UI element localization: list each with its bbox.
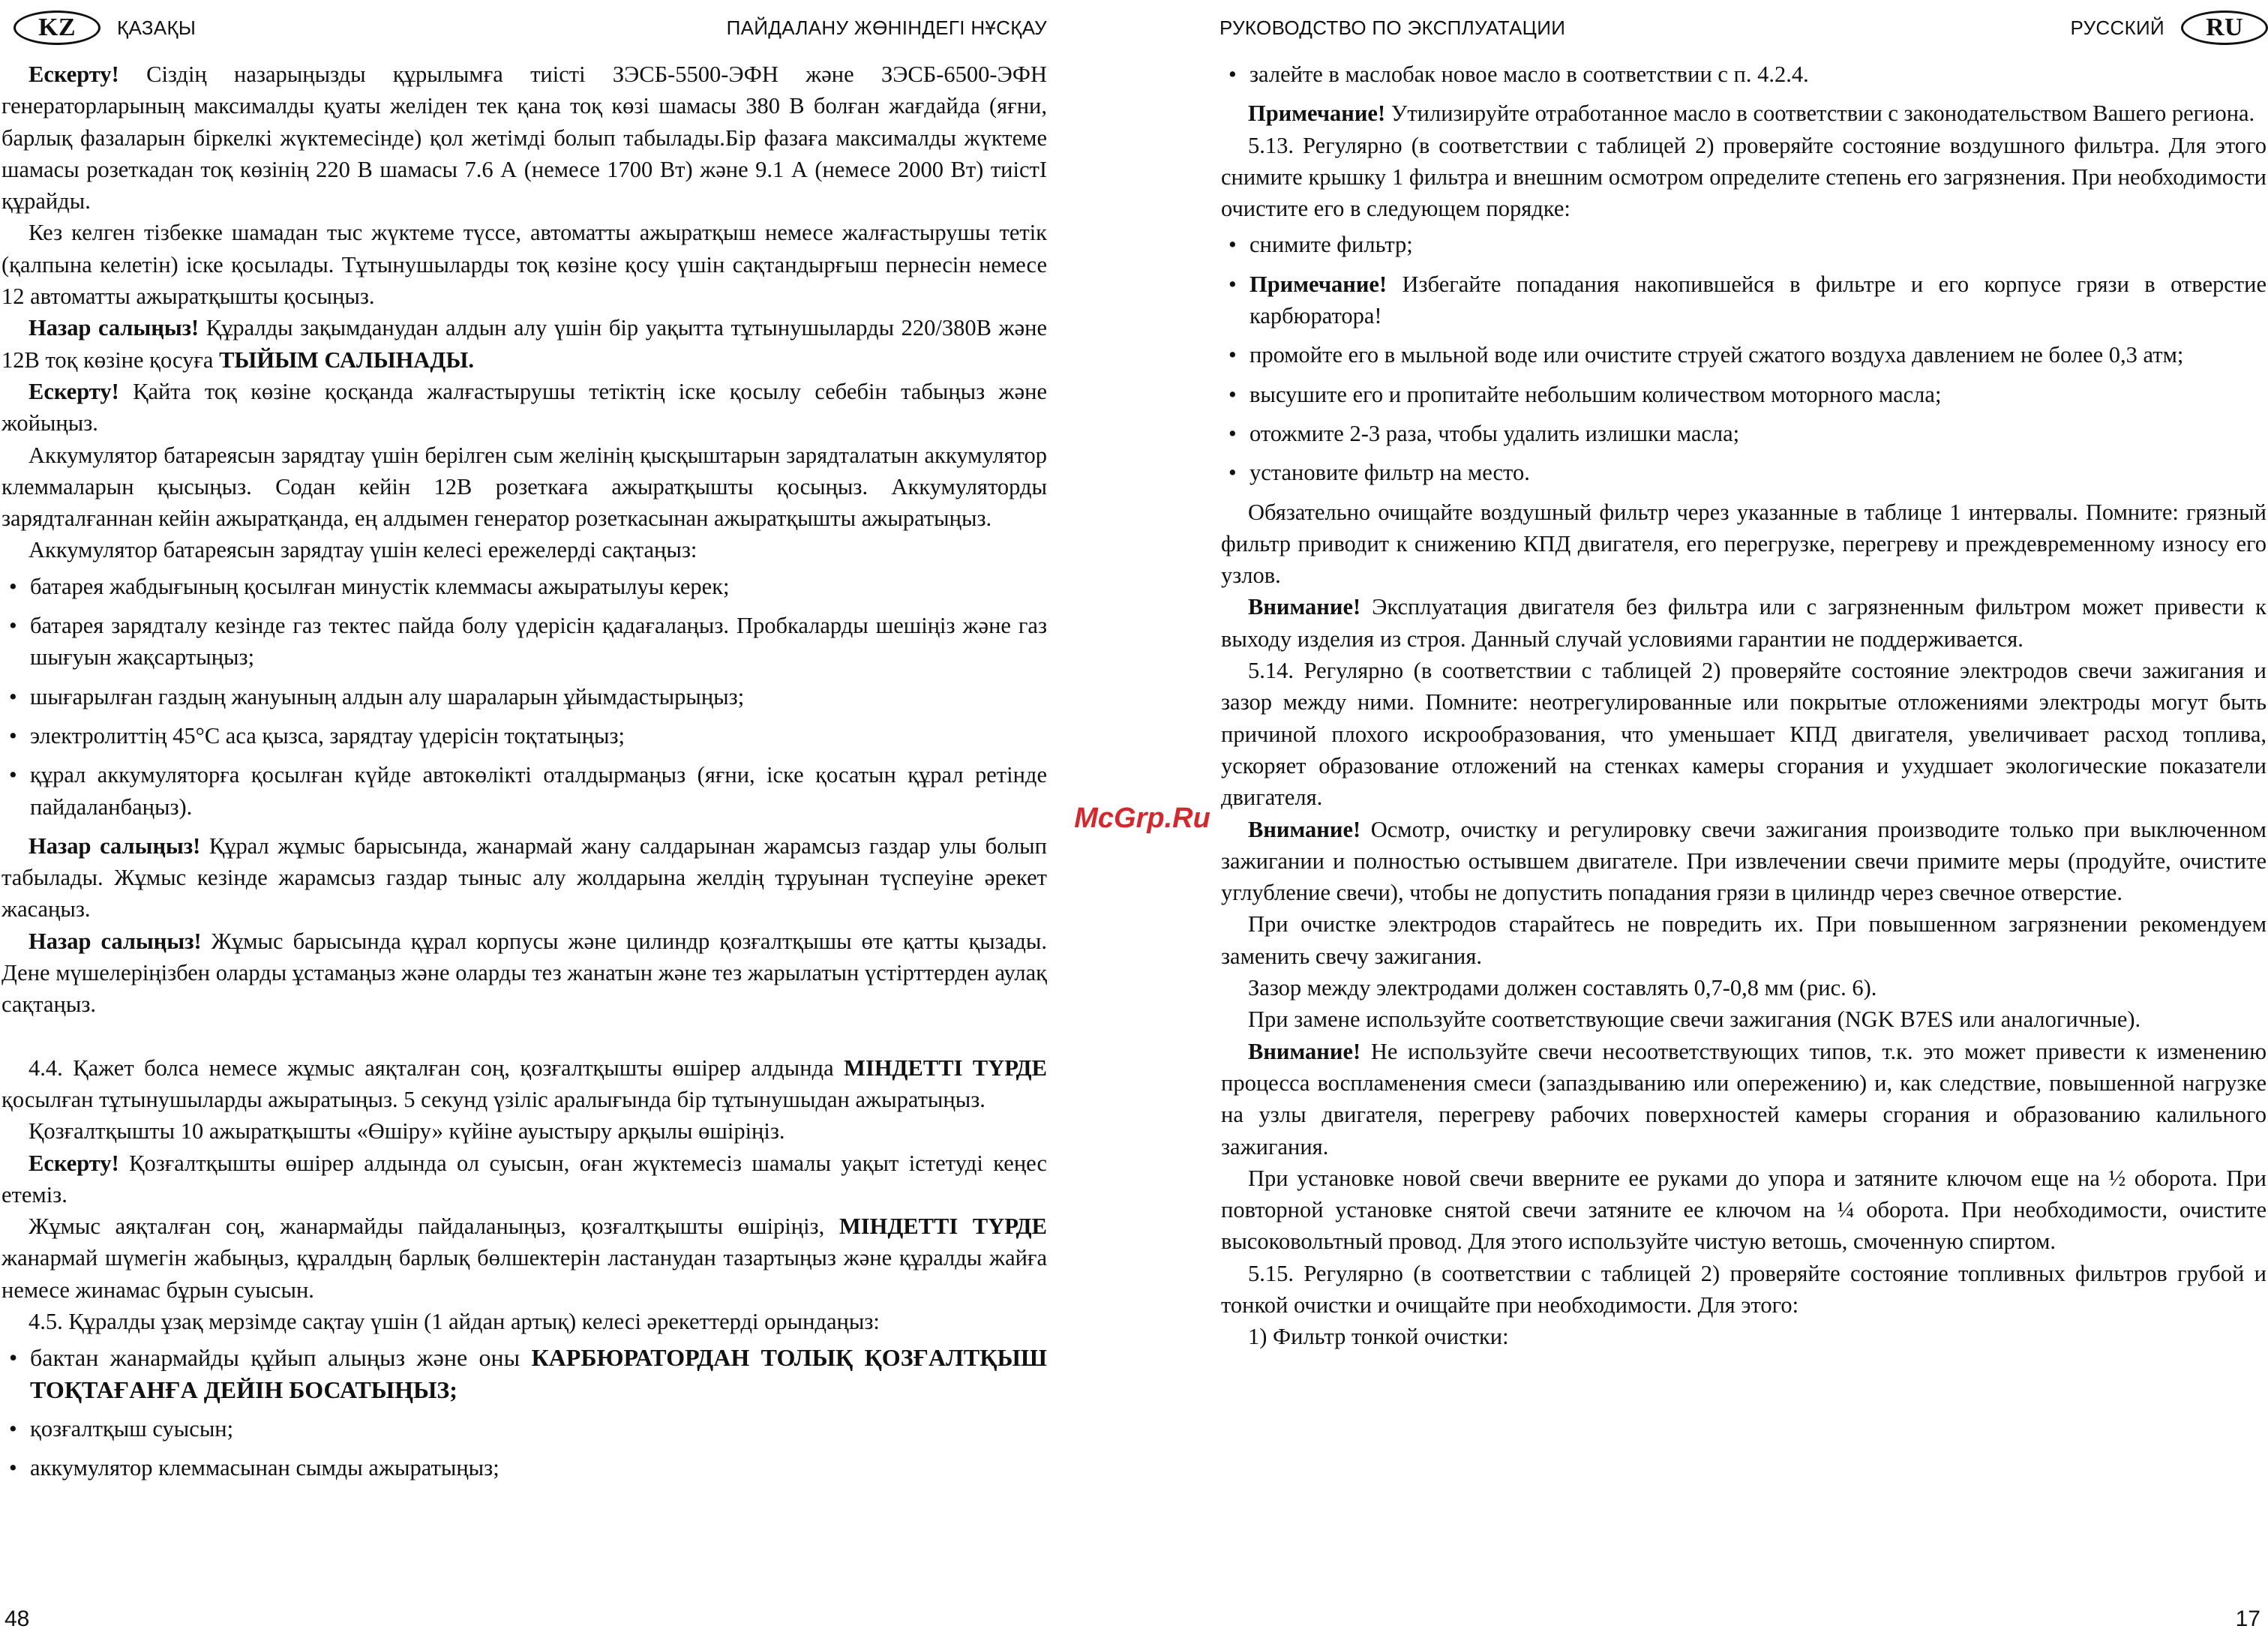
warning-label: Ескерту! [28, 378, 119, 404]
paragraph: 5.15. Регулярно (в соответствии с таблицей 2) проверяйте состояние топливных фильтров грубой и тонкой очистки и очищайте при необходимости. Для этого: [1221, 1260, 2266, 1318]
warning-label: Ескерту! [28, 1150, 119, 1176]
paragraph-text: 4.4. Қажет болса немесе жұмыс аяқталған соң, қозғалтқышты өшірер алдында [28, 1054, 844, 1081]
list-item: • батарея жабдығының қосылған минустік клеммасы ажыратылуы керек; [2, 571, 1047, 602]
warning-label: Назар салыңыз! [28, 928, 202, 954]
paragraph-text: Эксплуатация двигателя без фильтра или с загрязненным фильтром может привести к выходу изделия из строя. Данный случай условиями гарантии не поддерживается. [1221, 594, 2266, 652]
list-item: • шығарылған газдың жануының алдын алу шараларын ұйымдастырыңыз; [2, 681, 1047, 712]
left-page-header [14, 10, 1047, 45]
paragraph: При замене используйте соответствующие свечи зажигания (NGK B7ES или аналогичные). [1248, 1006, 2141, 1033]
paragraph: 4.5. Құралды ұзақ мерзімде сақтау үшін (1 айдан артық) келесі әрекеттерді орындаңыз: [28, 1308, 880, 1334]
paragraph-text: Қозғалтқышты өшірер алдында ол суысын, оған жүктемесіз шамалы уақыт істетуді кеңес етеміз. [2, 1150, 1047, 1208]
manual-title: РУКОВОДСТВО ПО ЭКСПЛУАТАЦИИ [1220, 16, 1566, 39]
paragraph [2, 1148, 1047, 1211]
paragraph: 1) Фильтр тонкой очистки: [1248, 1324, 1509, 1350]
warning-label: Назар салыңыз! [28, 315, 200, 341]
emphasis-text: МІНДЕТТІ ТҮРДЕ [844, 1054, 1047, 1081]
paragraph: Обязательно очищайте воздушный фильтр через указанные в таблице 1 интервалы. Помните: грязный фильтр приводит к снижению КПД двигателя, его перегрузке, перегреву и преждевременному износу его узлов. [1221, 499, 2266, 589]
list-item: • установите фильтр на место. [1221, 457, 2266, 488]
list-item-text: бактан жанармайды құйып алыңыз және оны [30, 1344, 532, 1372]
paragraph: При очистке электродов старайтесь не повредить их. При повышенном загрязнении рекомендуем заменить свечу зажигания. [1221, 911, 2266, 969]
oil-step-list [1221, 58, 2266, 90]
language-label: ҚАЗАҚЫ [117, 16, 196, 39]
warning-label: Внимание! [1248, 816, 1361, 842]
paragraph [2, 1052, 1047, 1116]
emphasis-text: КАРБЮРАТОРДАН ТОЛЫҚ ҚОЗҒАЛТҚЫШ ТОҚТАҒАНҒА ДЕЙІН БОСАТЫҢЫЗ; [30, 1344, 1048, 1403]
paragraph-text: Жұмыс аяқталған соң, жанармайды пайдаланыңыз, қозғалтқышты өшіріңіз, [28, 1214, 839, 1240]
manual-title: ПАЙДАЛАНУ ЖӨНІНДЕГІ НҰСҚАУ [726, 16, 1047, 39]
paragraph [1221, 591, 2266, 655]
paragraph-text: Не используйте свечи несоответствующих типов, т.к. это может привести к изменению процесса воспламенения смеси (запаздыванию или опережению) и, как следствие, повышенной нагрузке на узлы двигателя, перегреву рабочих поверхностей камеры сгорания и образованию калильного зажигания. [1221, 1038, 2266, 1160]
page-number-left: 48 [4, 1606, 30, 1631]
paragraph: 5.13. Регулярно (в соответствии с таблицей 2) проверяйте состояние воздушного фильтра. Для этого снимите крышку 1 фильтра и внешним осмотром определите степень его загрязнения. При необходимости очистите его в следующем порядке: [1221, 132, 2266, 222]
language-label: РУССКИЙ [2070, 16, 2164, 39]
emphasis-text: МІНДЕТТІ ТҮРДЕ [838, 1214, 1047, 1240]
battery-rules-list [2, 571, 1047, 823]
paragraph [2, 1210, 1047, 1306]
note-label: Примечание! [1248, 100, 1386, 127]
list-item: • батарея зарядталу кезінде газ тектес пайда болу үдерісін қадағалаңыз. Пробкаларды шешіңіз және газ шығуын жақсартыңыз; [2, 610, 1047, 674]
paragraph-text: Жұмыс барысында құрал корпусы және цилиндр қозғалтқышы өте қатты қызады. Дене мүшелеріңізбен оларды ұстамаңыз және оларды тез жанатын және тез жарылатын үстірттерден аулақ сақтаңыз. [2, 928, 1047, 1018]
list-item: • снимите фильтр; [1221, 229, 2266, 260]
list-item [1221, 268, 2266, 332]
paragraph [1221, 98, 2266, 129]
page-number-right: 17 [2235, 1606, 2260, 1631]
warning-label: Внимание! [1248, 1038, 1361, 1064]
paragraph: Аккумулятор батареясын зарядтау үшін берілген сым желінің қысқыштарын зарядталатын аккумулятор клеммаларын қысыңыз. Содан кейін 12В розеткаға ажыратқышты қосыңыз. Аккумуляторды зарядталғаннан кейін ажыратқанда, ең алдымен генератор розеткасынан ажыратқышты ажыратыңыз. [2, 442, 1047, 532]
list-item: • электролиттің 45°С аса қызса, зарядтау үдерісін тоқтатыңыз; [2, 720, 1047, 752]
paragraph [1221, 814, 2266, 909]
paragraph-text: Утилизируйте отработанное масло в соответствии с законодательством Вашего региона. [1385, 100, 2255, 127]
list-item: • высушите его и пропитайте небольшим количеством моторного масла; [1221, 379, 2266, 410]
list-item: • құрал аккумуляторға қосылған күйде автокөлікті оталдырмаңыз (яғни, іске қосатын құрал ретінде пайдаланбаңыз). [2, 759, 1047, 823]
paragraph: Зазор между электродами должен составлять 0,7-0,8 мм (рис. 6). [1248, 975, 1877, 1001]
paragraph [2, 926, 1047, 1021]
list-item: • залейте в маслобак новое масло в соответствии с п. 4.2.4. [1221, 58, 2266, 90]
right-page-header [1220, 10, 2268, 45]
air-filter-steps-list [1221, 229, 2266, 488]
paragraph [1221, 1036, 2266, 1162]
list-item: • қозғалтқыш суысын; [2, 1413, 1047, 1444]
left-page-body [2, 58, 1047, 1491]
paragraph [2, 312, 1047, 376]
paragraph: Қозғалтқышты 10 ажыратқышты «Өшіру» күйіне ауыстыру арқылы өшіріңіз. [28, 1118, 785, 1144]
note-label: Примечание! [1250, 271, 1388, 297]
language-badge-kz: KZ [14, 10, 100, 45]
storage-steps-list [2, 1342, 1047, 1484]
paragraph: Аккумулятор батареясын зарядтау үшін келесі ережелерді сақтаңыз: [28, 537, 698, 563]
language-badge-ru: RU [2181, 10, 2268, 45]
paragraph-text: Сіздің назарыңызды құрылымға тиісті ЗЭСБ-5500-ЭФН және ЗЭСБ-6500-ЭФН генераторларының максималды қуаты желіден тек қана тоқ көзі шамасы 380 В болған жағдайда (яғни, барлық фазаларын біркелкі жүктемесінде) қол жетімді болып табылады.Бір фазаға максималды жүктеме шамасы розеткадан тоқ көзінің 220 В шамасы 7.6 А (немесе 1700 Вт) және 9.1 А (немесе 2000 Вт) тиістІ құрайды. [2, 62, 1047, 214]
paragraph-text: Құрал жұмыс барысында, жанармай жану салдарынан жарамсыз газдар улы болып табылады. Жұмыс кезінде жарамсыз газдар тыныс алу жолдарына желдің тұруынан түспеуіне әрекет жасаңыз. [2, 832, 1047, 922]
paragraph: Кез келген тізбекке шамадан тыс жүктеме түссе, автоматты ажыратқыш немесе жалғастырушы тетік (қалпына келетін) іске қосылады. Тұтынушыларды тоқ көзіне қосу үшін сақтандырғыш пернесін немесе 12 автоматты ажыратқышты қосыңыз. [2, 220, 1047, 310]
warning-label: Внимание! [1248, 594, 1361, 620]
paragraph-text: жанармай шүмегін жабыңыз, құралдың барлық бөлшектерін ластанудан тазартыңыз және құралды жайға немесе жинамас бұрын суысын. [2, 1245, 1047, 1303]
list-item: • отожмите 2-3 раза, чтобы удалить излишки масла; [1221, 418, 2266, 449]
paragraph: 5.14. Регулярно (в соответствии с таблицей 2) проверяйте состояние электродов свечи зажигания и зазор между ними. Помните: неотрегулированные или покрытые отложениями электроды могут быть причиной плохого искрообразования, что уменьшает КПД двигателя, увеличивает расход топлива, ускоряет образование отложений на стенках камеры сгорания и ухудшает экологические показатели двигателя. [1221, 658, 2266, 811]
list-item: • промойте его в мыльной воде или очистите струей сжатого воздуха давлением не более 0,3 атм; [1221, 339, 2266, 370]
warning-label: Ескерту! [28, 62, 119, 87]
paragraph-text: Қайта тоқ көзіне қосқанда жалғастырушы тетіктің іске қосылу себебін табыңыз және жойыңыз. [2, 378, 1047, 436]
list-item [2, 1342, 1047, 1406]
list-item: • аккумулятор клеммасынан сымды ажыратыңыз; [2, 1452, 1047, 1484]
paragraph-text: Құралды зақымданудан алдын алу үшін бір уақытта тұтынушыларды 220/380В және 12В тоқ көзіне қосуға [2, 315, 1047, 373]
watermark: McGrp.Ru [1074, 802, 1210, 834]
paragraph-text: қосылған тұтынушыларды ажыратыңыз. 5 секунд үзіліс аралығында бір тұтынушыдан ажыратыңыз. [2, 1086, 986, 1112]
list-item-text: Избегайте попадания накопившейся в фильтре и его корпусе грязи в отверстие карбюратора! [1250, 271, 2266, 329]
paragraph: При установке новой свечи вверните ее руками до упора и затяните ключом еще на ½ оборота. При повторной установке снятой свечи затяните ее ключом на ¼ оборота. При необходимости, очистите высоковольтный провод. Для этого используйте чистую ветошь, смоченную спиртом. [1221, 1165, 2266, 1255]
paragraph [2, 376, 1047, 440]
paragraph [2, 830, 1047, 926]
right-page-body [1221, 58, 2266, 1353]
emphasis-text: ТЫЙЫМ САЛЫНАДЫ. [219, 346, 474, 373]
paragraph [2, 58, 1047, 217]
paragraph-text: Осмотр, очистку и регулировку свечи зажигания производите только при выключенном зажигании и полностью остывшем двигателе. При извлечении свечи примите меры (продуйте, очистите углубление свечи), чтобы не допустить попадания грязи в цилиндр через свечное отверстие. [1221, 816, 2266, 906]
warning-label: Назар салыңыз! [28, 832, 201, 859]
